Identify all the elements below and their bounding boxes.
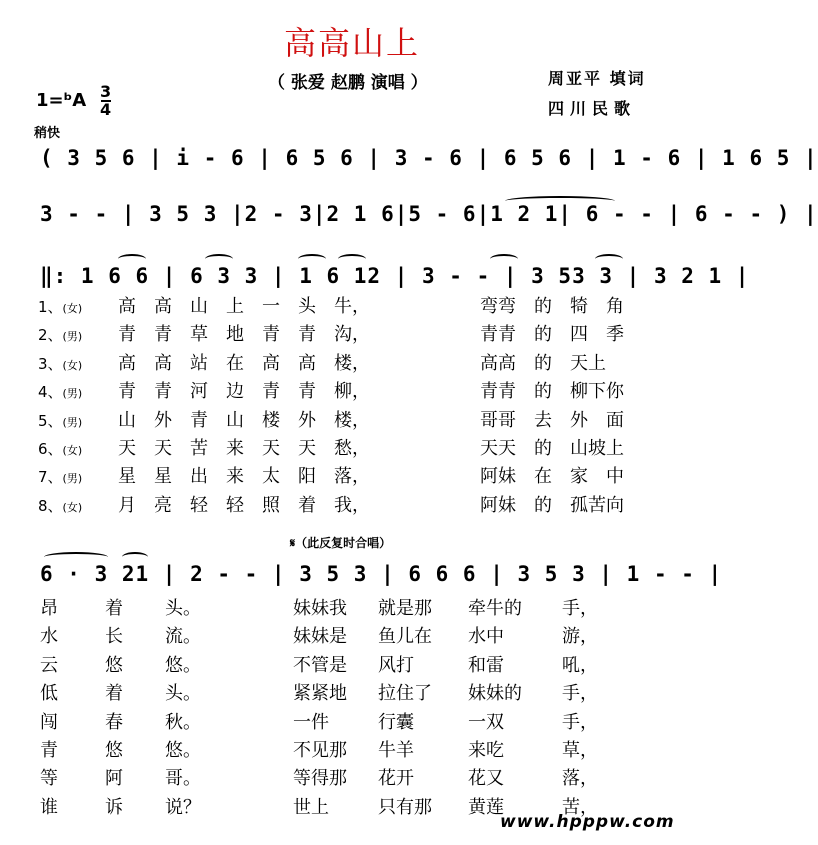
lyric-word: 草，: [562, 740, 598, 761]
verse-line: [38, 292, 624, 318]
verse-index: 1、: [38, 298, 63, 316]
lyric-word: 阿: [105, 768, 123, 790]
lyric-word: 吼，: [562, 654, 598, 676]
lyric-word: 昂: [40, 598, 58, 619]
segno-note: 𝄋（此反复时合唱）: [290, 536, 392, 550]
lyric-word: 悠: [105, 654, 123, 676]
lyric-word: 低: [40, 683, 58, 705]
lyric-text-end: 高高 的 天上: [480, 352, 606, 374]
lyric-word: 游，: [562, 626, 598, 648]
lyric-text: 青 青 草 地 青 青 沟，: [118, 324, 370, 346]
voice-part: (男): [62, 387, 83, 401]
voice-part: (女): [62, 500, 83, 514]
verse-line: [38, 377, 624, 403]
slur-mark: [490, 254, 518, 264]
lyric-word: 闯: [40, 711, 58, 733]
lyric-text-end: 天天 的 山坡上: [480, 438, 624, 459]
slur-mark: [298, 254, 326, 264]
lyric-word: 春: [105, 711, 123, 733]
lyric-word: 云: [40, 654, 58, 676]
verse-index: 3、: [38, 354, 63, 373]
verse-number: [38, 381, 118, 402]
lyric-word: 头。: [165, 598, 201, 619]
lyric-word: 着: [105, 598, 123, 619]
verse-number: [38, 410, 118, 431]
lyric-word: 行囊: [378, 711, 414, 733]
lyric-text: 青 青 河 边 青 青 柳，: [118, 381, 370, 403]
lyric-text-end: 阿妹 在 家 中: [480, 466, 624, 488]
site-watermark: www.hpppw.com: [500, 812, 675, 832]
voice-part: (女): [62, 358, 83, 372]
verse-number: [38, 466, 118, 487]
verse-number: [38, 324, 118, 345]
lyric-word: 来吃: [468, 740, 504, 761]
time-sig-top: 3: [100, 82, 112, 101]
lyric-word: 青: [40, 740, 58, 761]
singers: （ 张爱 赵鹏 演唱 ）: [268, 73, 428, 93]
lyric-word: 谁: [40, 796, 58, 818]
time-sig-bottom: 4: [100, 100, 112, 119]
lyric-text: 月 亮 轻 轻 照 着 我，: [118, 494, 370, 516]
verse-line: [38, 434, 624, 460]
lyric-text-end: 哥哥 去 外 面: [480, 409, 624, 431]
lyric-word: 一双: [468, 711, 504, 733]
verse-index: 6、: [38, 440, 63, 458]
lyric-word: 鱼儿在: [378, 626, 432, 648]
slur-mark: [595, 254, 623, 264]
origin: 四川民歌: [548, 99, 637, 118]
lyric-text-end: 青青 的 四 季: [480, 324, 624, 346]
lyric-text: 高 高 站 在 高 高 楼，: [118, 352, 370, 374]
time-signature: [100, 84, 111, 118]
lyric-word: 秋。: [165, 711, 201, 733]
notation-row-4: 6 · 3 21 | 2 - - | 3 5 3 | 6 6 6 | 3 5 3 | 1 - - |: [40, 562, 723, 586]
lyric-text: 天 天 苦 来 天 天 愁，: [118, 438, 370, 459]
tempo-marking: 稍快: [34, 126, 61, 141]
notation-row-1: ( 3 5 6 | i - 6 | 6 5 6 | 3 - 6 | 6 5 6 | 1 - 6 | 1 6 5 |: [40, 146, 818, 170]
notation-row-2: 3 - - | 3 5 3 |2 - 3|2 1 6|5 - 6|1 2 1| 6 - - | 6 - - ) |: [40, 202, 818, 226]
song-title: 高高山上: [283, 24, 420, 62]
slur-mark: [122, 552, 148, 562]
lyric-word: 手，: [562, 683, 598, 705]
lyric-word: 不见那: [293, 740, 347, 761]
tie-mark: [505, 196, 615, 206]
voice-part: (男): [62, 472, 83, 486]
lyric-word: 黄莲: [468, 796, 504, 818]
lyric-word: 落，: [562, 768, 598, 790]
lyric-word: 悠: [105, 740, 123, 761]
voice-part: (女): [62, 302, 83, 315]
lyric-word: 牛羊: [378, 740, 414, 761]
lyric-text-end: 弯弯 的 犄 角: [480, 296, 624, 317]
lyric-word: 紧紧地: [293, 683, 347, 705]
lyric-word: 说？: [165, 796, 201, 818]
lyric-text: 高 高 山 上 一 头 牛，: [118, 296, 370, 317]
verse-line: [38, 349, 606, 375]
lyric-word: 妹妹我: [293, 598, 347, 619]
lyric-word: 花开: [378, 768, 414, 790]
verse-index: 7、: [38, 468, 63, 487]
verse-index: 8、: [38, 496, 63, 515]
lyric-word: 妹妹的: [468, 683, 522, 705]
lyric-text: 山 外 青 山 楼 外 楼，: [118, 409, 370, 431]
verse-line: [38, 406, 624, 432]
voice-part: (男): [62, 415, 83, 429]
lyric-word: 流。: [165, 626, 201, 648]
lyric-word: 等: [40, 768, 58, 790]
verse-number: [38, 438, 118, 459]
lyric-word: 苦，: [562, 796, 598, 818]
slur-mark: [205, 254, 233, 264]
lyric-word: 手，: [562, 711, 598, 733]
lyric-word: 一件: [293, 711, 329, 733]
key-signature: 1=ᵇA: [36, 90, 87, 111]
lyricist: 周亚平 填词: [548, 69, 646, 88]
lyric-text-end: 青青 的 柳下你: [480, 381, 624, 403]
lyric-text: 星 星 出 来 太 阳 落，: [118, 466, 370, 488]
verse-line: [38, 491, 624, 517]
verse-line: [38, 320, 624, 346]
verse-index: 2、: [38, 326, 63, 345]
lyric-word: 世上: [293, 796, 329, 818]
lyric-word: 水: [40, 626, 58, 648]
voice-part: (女): [62, 444, 83, 457]
verse-index: 4、: [38, 383, 63, 402]
slur-mark: [338, 254, 366, 264]
lyric-word: 妹妹是: [293, 626, 347, 648]
lyric-word: 悠。: [165, 740, 201, 761]
lyric-word: 头。: [165, 683, 201, 705]
slur-mark: [118, 254, 146, 264]
lyric-word: 等得那: [293, 768, 347, 790]
verse-index: 5、: [38, 411, 63, 430]
lyric-word: 牵牛的: [468, 598, 522, 619]
lyric-word: 和雷: [468, 654, 504, 676]
voice-part: (男): [62, 330, 83, 344]
lyric-word: 手，: [562, 598, 598, 619]
lyric-text-end: 阿妹 的 孤苦向: [480, 494, 624, 516]
verse-number: [38, 495, 118, 516]
lyric-word: 水中: [468, 626, 504, 648]
lyric-word: 就是那: [378, 598, 432, 619]
lyric-word: 拉住了: [378, 683, 432, 705]
lyric-word: 着: [105, 683, 123, 705]
lyric-word: 悠。: [165, 654, 201, 676]
lyric-word: 哥。: [165, 768, 201, 790]
notation-row-3: ‖: 1 6 6 | 6 3 3 | 1 6 12 | 3 - - | 3 53 3 | 3 2 1 |: [40, 264, 750, 288]
lyric-word: 风打: [378, 654, 414, 676]
lyric-word: 只有那: [378, 796, 432, 818]
tie-mark: [44, 552, 108, 562]
lyric-word: 长: [105, 626, 123, 648]
lyric-word: 不管是: [293, 654, 347, 676]
verse-number: [38, 353, 118, 374]
lyric-word: 花又: [468, 768, 504, 790]
verse-line: [38, 462, 624, 488]
verse-number: [38, 296, 118, 317]
lyric-word: 诉: [105, 796, 123, 818]
